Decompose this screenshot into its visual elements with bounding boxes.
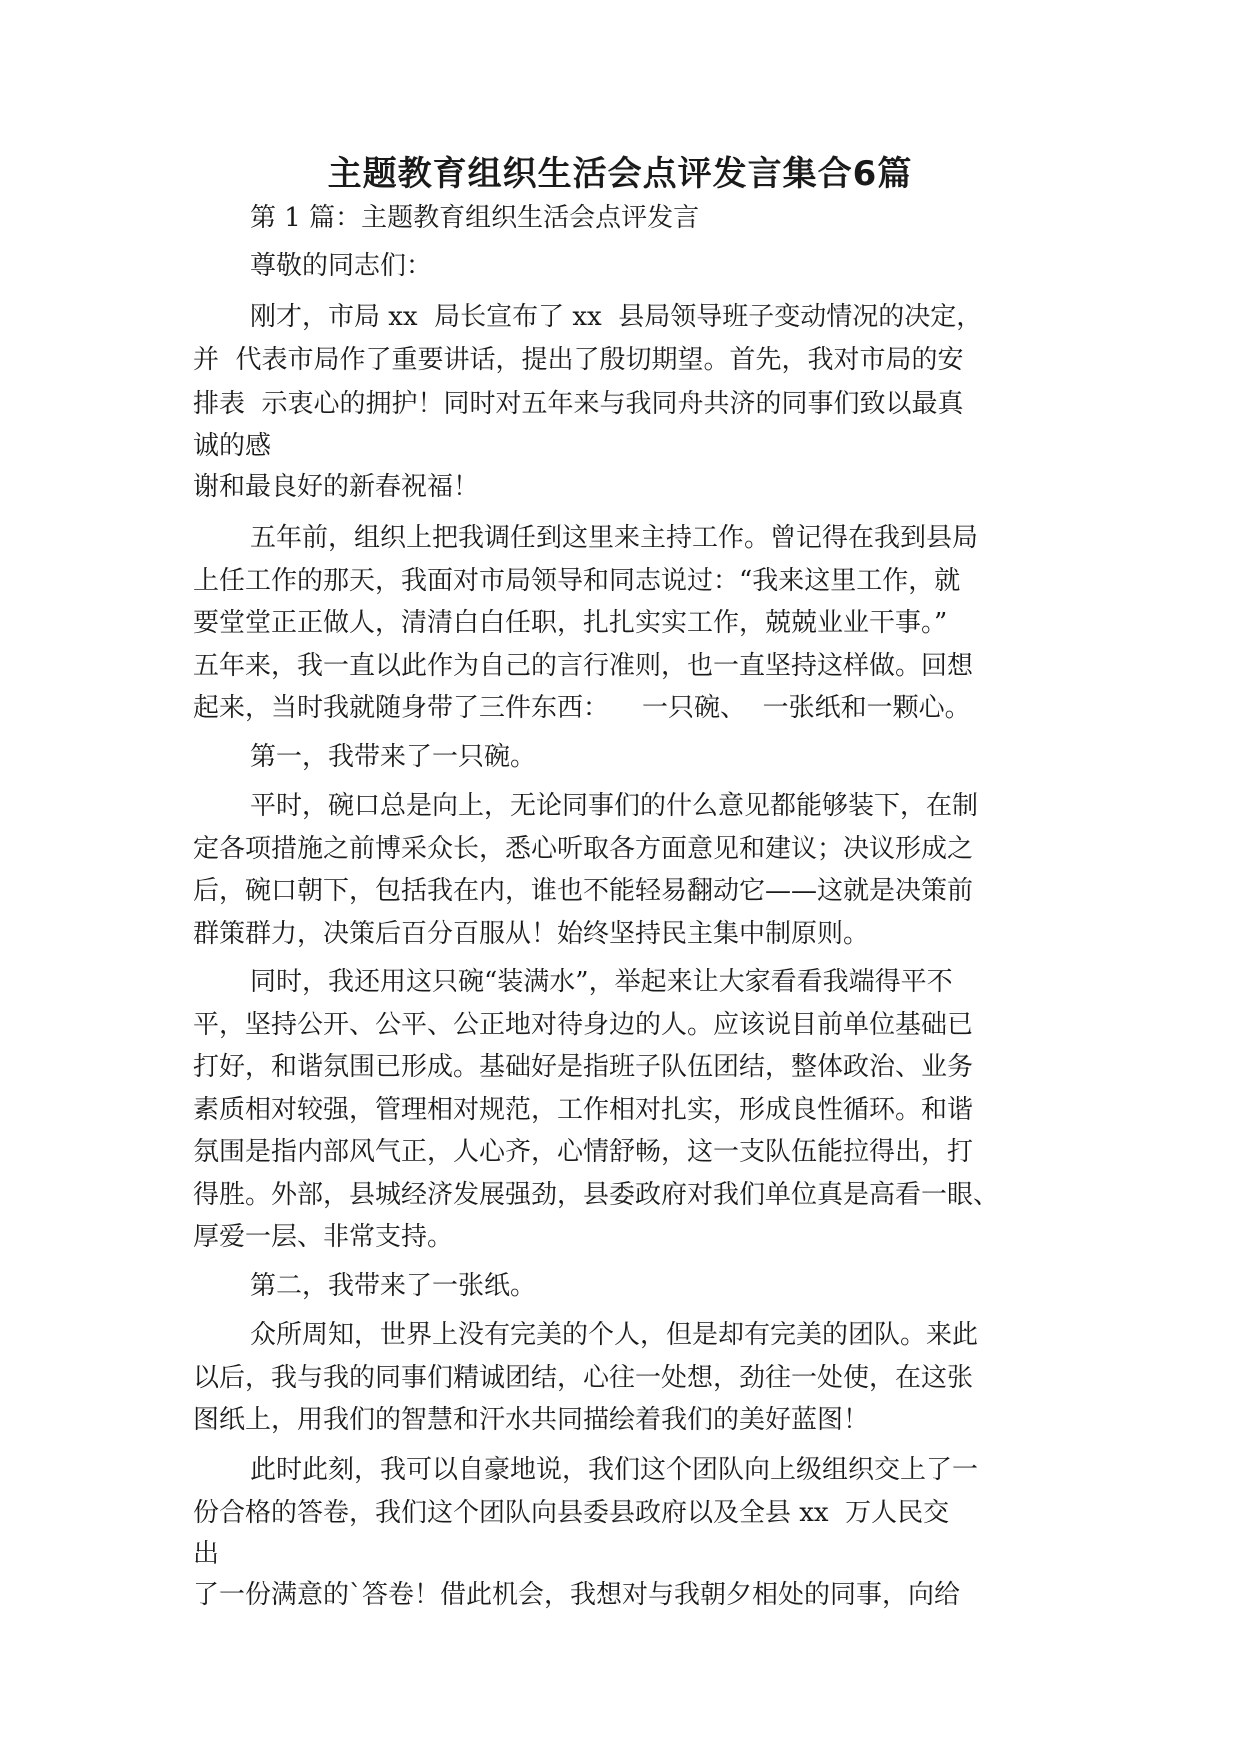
paragraph-line: 以后，我与我的同事们精诚团结，心往一处想，劲往一处使，在这张 [193, 1363, 974, 1393]
paragraph-line: 起来，当时我就随身带了三件东西： 一只碗、 一张纸和一颗心。 [193, 693, 971, 723]
paragraph-line: 氛围是指内部风气正，人心齐，心情舒畅，这一支队伍能拉得出，打 [193, 1137, 974, 1167]
paragraph-line: 诚的感 [193, 431, 272, 461]
paragraph-line: 并 代表市局作了重要讲话，提出了殷切期望。首先，我对市局的安 [193, 345, 964, 375]
paragraph-line: 平时，碗口总是向上，无论同事们的什么意见都能够装下，在制 [250, 791, 979, 821]
paragraph-line: 出 [193, 1539, 220, 1569]
paragraph-line: 图纸上，用我们的智慧和汗水共同描绘着我们的美好蓝图！ [193, 1405, 870, 1435]
document-title: 主题教育组织生活会点评发言集合6篇 [327, 154, 913, 194]
paragraph-line: 排表 示衷心的拥护！同时对五年来与我同舟共济的同事们致以最真 [193, 389, 964, 419]
chapter-heading: 第 1 篇：主题教育组织生活会点评发言 [250, 203, 700, 233]
section-heading: 第二，我带来了一张纸。 [250, 1271, 537, 1301]
paragraph-line: 群策群力，决策后百分百服从！始终坚持民主集中制原则。 [193, 919, 870, 949]
paragraph-line: 份合格的答卷，我们这个团队向县委县政府以及全县 xx 万人民交 [193, 1498, 950, 1528]
paragraph-line: 平，坚持公开、公平、公正地对待身边的人。应该说目前单位基础已 [193, 1010, 974, 1040]
paragraph-line: 同时，我还用这只碗“装满水”，举起来让大家看看我端得平不 [250, 967, 953, 997]
paragraph-line: 五年来，我一直以此作为自己的言行准则，也一直坚持这样做。回想 [193, 651, 974, 681]
section-heading: 第一，我带来了一只碗。 [250, 742, 537, 772]
paragraph-line: 素质相对较强，管理相对规范，工作相对扎实，形成良性循环。和谐 [193, 1095, 974, 1125]
paragraph-line: 了一份满意的`答卷！借此机会，我想对与我朝夕相处的同事，向给 [193, 1580, 961, 1610]
paragraph-line: 要堂堂正正做人，清清白白任职，扎扎实实工作，兢兢业业干事。” [193, 608, 948, 638]
salutation: 尊敬的同志们： [250, 251, 433, 281]
paragraph-line: 后，碗口朝下，包括我在内，谁也不能轻易翻动它——这就是决策前 [193, 876, 974, 906]
paragraph-line: 众所周知，世界上没有完美的个人，但是却有完美的团队。来此 [250, 1320, 979, 1350]
paragraph-line: 打好，和谐氛围已形成。基础好是指班子队伍团结，整体政治、业务 [193, 1052, 974, 1082]
paragraph-line: 得胜。外部，县城经济发展强劲，县委政府对我们单位真是高看一眼、 [193, 1180, 1000, 1210]
paragraph-line: 定各项措施之前博采众长，悉心听取各方面意见和建议；决议形成之 [193, 834, 974, 864]
paragraph-line: 此时此刻，我可以自豪地说，我们这个团队向上级组织交上了一 [250, 1455, 979, 1485]
paragraph-line: 厚爱一层、非常支持。 [193, 1222, 454, 1252]
paragraph-line: 上任工作的那天，我面对市局领导和同志说过：“我来这里工作，就 [193, 566, 961, 596]
paragraph-line: 五年前，组织上把我调任到这里来主持工作。曾记得在我到县局 [250, 523, 979, 553]
paragraph-line: 谢和最良好的新春祝福！ [193, 472, 480, 502]
paragraph-line: 刚才，市局 xx 局长宣布了 xx 县局领导班子变动情况的决定， [250, 302, 983, 332]
